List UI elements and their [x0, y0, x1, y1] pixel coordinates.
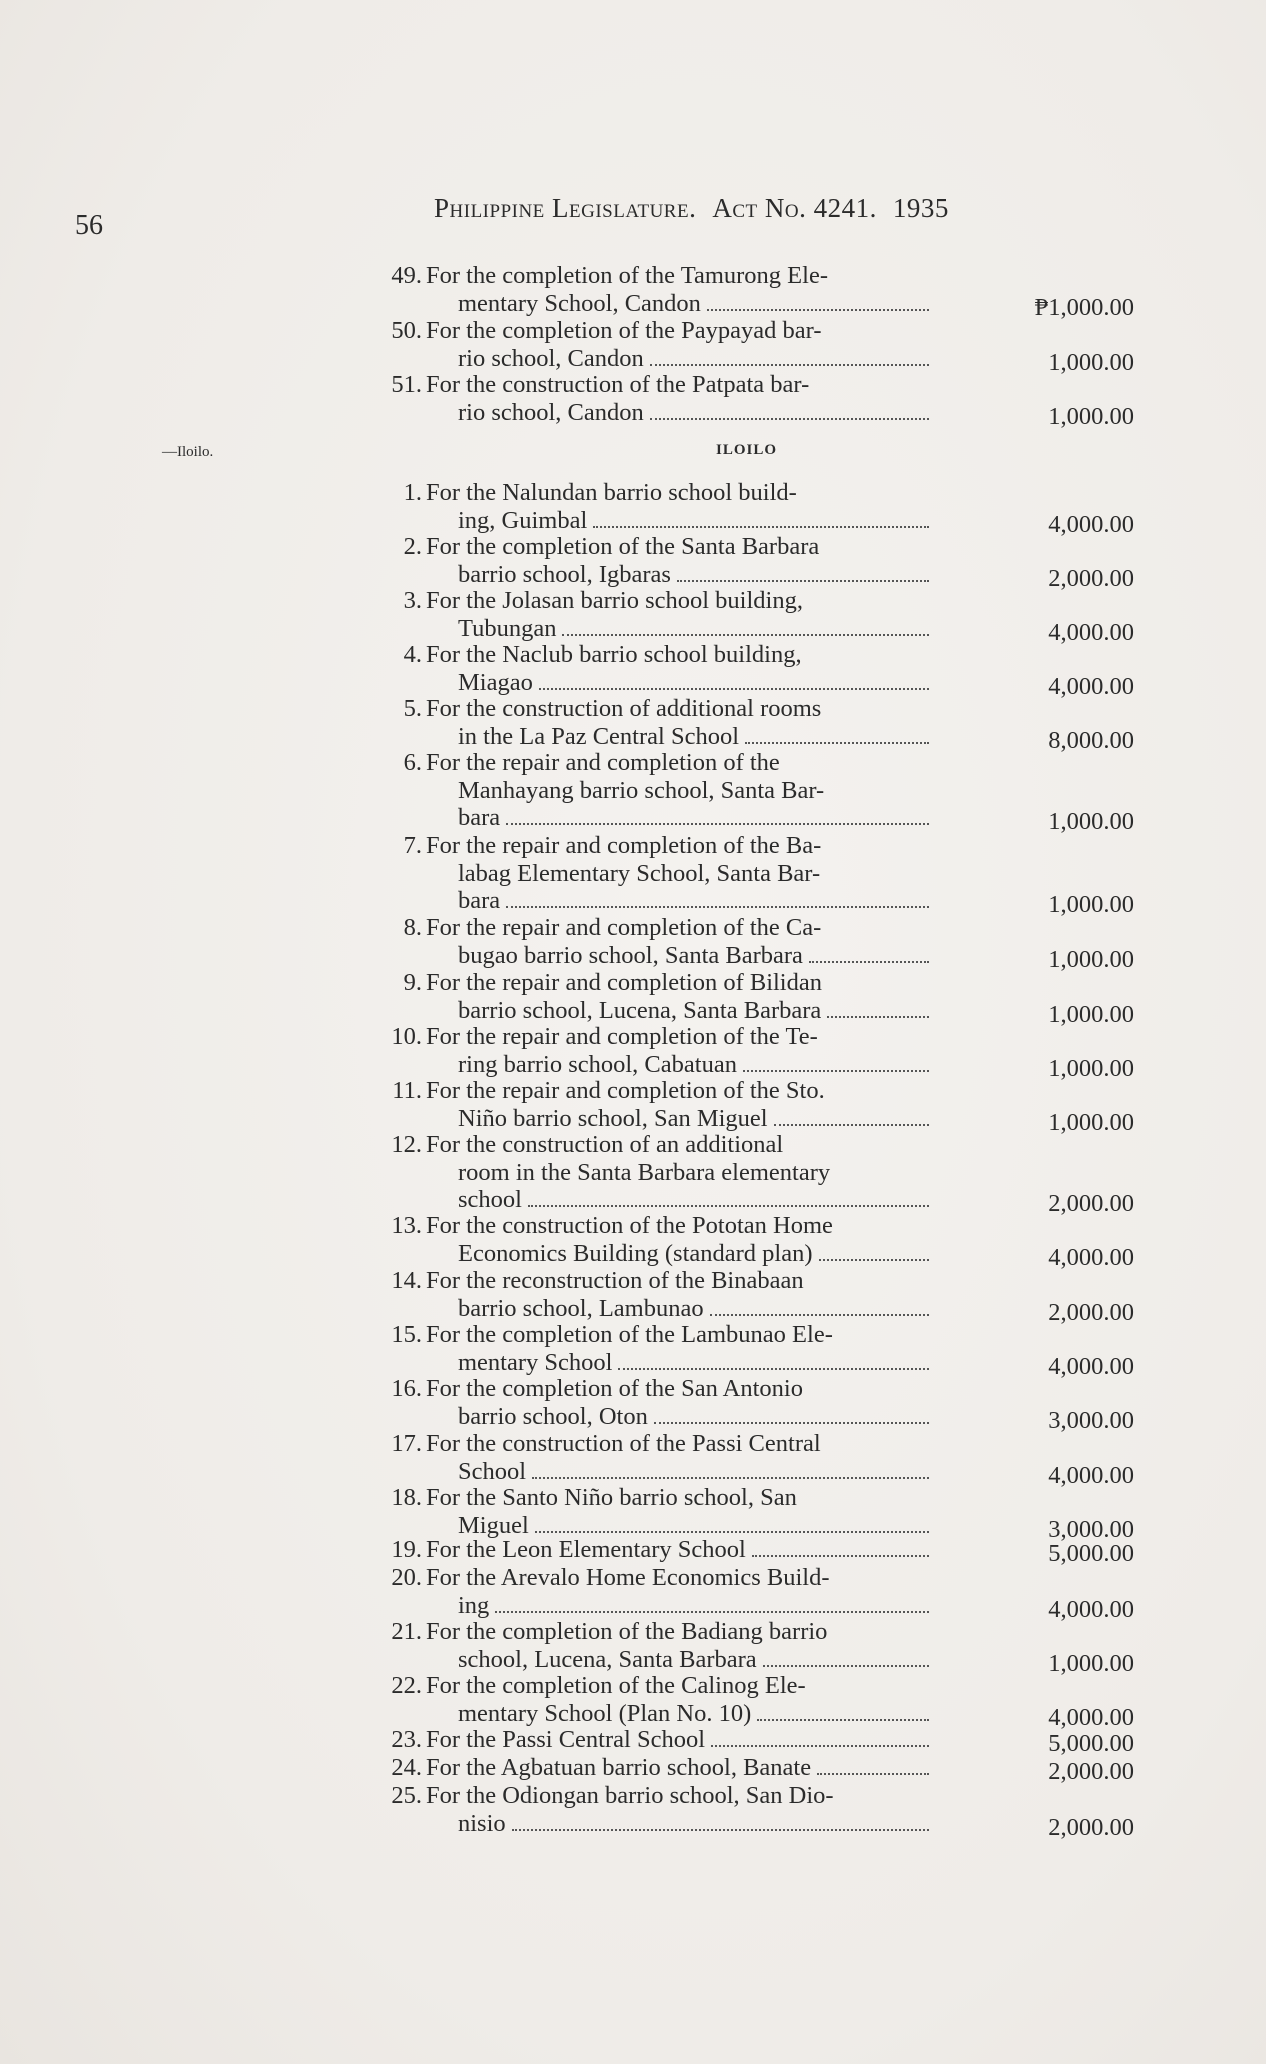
item-amount: 4,000.00 [1048, 672, 1134, 700]
description-line [426, 969, 931, 997]
description-text: For the Santo Niño barrio school, San [426, 1484, 797, 1511]
list-item [370, 587, 1140, 646]
item-amount: 1,000.00 [1048, 891, 1134, 918]
description-line [426, 1321, 931, 1349]
description-line [426, 641, 931, 669]
item-amount: 3,000.00 [1048, 1515, 1134, 1543]
description-text: School [458, 1457, 527, 1485]
description-text: For the Odiongan barrio school, San Dio- [426, 1782, 834, 1809]
item-description [426, 1131, 931, 1214]
description-text: For the repair and completion of the [426, 749, 780, 776]
description-text: For the completion of the Calinog Ele- [426, 1672, 806, 1699]
list-item [370, 1484, 1140, 1543]
description-line [426, 1782, 931, 1810]
description-text: For the Arevalo Home Economics Build- [426, 1564, 830, 1591]
dot-leader [711, 1745, 929, 1747]
item-number: 12. [391, 1131, 422, 1158]
description-line [426, 723, 931, 751]
list-item [370, 1212, 1140, 1271]
description-text: For the repair and completion of the Ba- [426, 832, 822, 859]
item-number: 23. [391, 1726, 422, 1753]
description-text: For the repair and completion of Bilidan [426, 969, 822, 996]
item-number: 25. [391, 1782, 422, 1809]
description-line [426, 1458, 931, 1486]
item-amount: 1,000.00 [1048, 1000, 1134, 1028]
dot-leader [593, 526, 929, 528]
item-description [426, 1430, 931, 1485]
description-line [426, 1023, 931, 1051]
item-number: 49. [391, 262, 422, 289]
item-amount: 2,000.00 [1048, 564, 1134, 592]
description-line [426, 561, 931, 589]
description-line [426, 695, 931, 723]
description-text: mentary School, Candon [458, 289, 701, 317]
dot-leader [654, 1422, 929, 1424]
item-number: 16. [391, 1375, 422, 1402]
section-heading: ILOILO [716, 442, 778, 458]
list-item [370, 1536, 1140, 1567]
item-description [426, 1023, 931, 1078]
item-amount: 8,000.00 [1048, 726, 1134, 754]
item-amount: 2,000.00 [1048, 1190, 1134, 1217]
description-line [426, 1131, 931, 1159]
item-description [426, 832, 931, 915]
description-text: For the Leon Elementary School [426, 1536, 746, 1563]
description-text: ing, Guimbal [458, 506, 588, 534]
dot-leader [763, 1665, 929, 1667]
description-text: For the construction of additional rooms [426, 695, 822, 722]
dot-leader [752, 1555, 929, 1557]
item-amount: 2,000.00 [1048, 1298, 1134, 1326]
item-amount: 2,000.00 [1048, 1813, 1134, 1841]
dot-leader [528, 1205, 929, 1207]
running-head [434, 193, 965, 224]
description-line [426, 1349, 931, 1377]
description-line [426, 942, 931, 970]
description-line [426, 749, 931, 777]
list-item [370, 262, 1140, 321]
item-description [426, 1321, 931, 1376]
description-text: bara [458, 804, 501, 831]
description-line [426, 1564, 931, 1592]
list-item [370, 1754, 1140, 1785]
item-number: 2. [403, 533, 422, 560]
description-line [426, 615, 931, 643]
description-text: Economics Building (standard plan) [458, 1239, 813, 1267]
list-item [370, 1564, 1140, 1623]
item-number: 17. [391, 1430, 422, 1457]
description-line [426, 1077, 931, 1105]
description-line [426, 345, 931, 373]
list-item [370, 1131, 1140, 1217]
dot-leader [512, 1829, 929, 1831]
description-text: For the construction of the Pototan Home [426, 1212, 833, 1239]
item-number: 6. [403, 749, 422, 776]
description-text: For the completion of the San Antonio [426, 1375, 803, 1402]
dot-leader [817, 1773, 929, 1775]
list-item [370, 1782, 1140, 1841]
description-text: For the Agbatuan barrio school, Banate [426, 1754, 812, 1781]
list-item [370, 1726, 1140, 1757]
item-number: 13. [391, 1212, 422, 1239]
item-number: 15. [391, 1321, 422, 1348]
description-line [426, 832, 931, 860]
item-number: 50. [391, 317, 422, 344]
item-number: 11. [392, 1077, 422, 1104]
running-head-year: 1935 [892, 193, 949, 223]
description-text: For the completion of the Paypayad bar- [426, 317, 822, 344]
item-description [426, 749, 931, 832]
description-line [426, 1430, 931, 1458]
description-text: Manhayang barrio school, Santa Bar- [458, 776, 825, 804]
item-amount: 4,000.00 [1048, 618, 1134, 646]
description-text: school [458, 1186, 522, 1213]
running-head-act: Act No. 4241. [712, 193, 877, 223]
item-amount: 4,000.00 [1048, 1352, 1134, 1380]
dot-leader [650, 364, 929, 366]
item-number: 22. [391, 1672, 422, 1699]
item-number: 18. [391, 1484, 422, 1511]
description-text: rio school, Candon [458, 344, 644, 372]
list-item [370, 1430, 1140, 1489]
item-number: 20. [391, 1564, 422, 1591]
dot-leader [535, 1531, 929, 1533]
list-item [370, 1267, 1140, 1326]
list-item [370, 1618, 1140, 1677]
item-description [426, 262, 931, 317]
description-line [426, 1051, 931, 1079]
description-line [426, 1754, 931, 1782]
dot-leader [495, 1611, 929, 1613]
list-item [370, 1321, 1140, 1380]
dot-leader [757, 1719, 929, 1721]
description-text: For the completion of the Badiang barrio [426, 1618, 828, 1645]
description-line [426, 1592, 931, 1620]
description-text: For the completion of the Lambunao Ele- [426, 1321, 833, 1348]
dot-leader [562, 634, 929, 636]
description-text: school, Lucena, Santa Barbara [458, 1645, 757, 1673]
item-description [426, 587, 931, 642]
description-line [426, 371, 931, 399]
item-description [426, 1782, 931, 1837]
item-amount: 1,000.00 [1048, 402, 1134, 430]
item-amount: 1,000.00 [1048, 1108, 1134, 1136]
item-description [426, 1077, 931, 1132]
description-line [426, 1240, 931, 1268]
description-text: For the completion of the Tamurong Ele- [426, 262, 828, 289]
item-description [426, 1618, 931, 1673]
dot-leader [710, 1314, 929, 1316]
description-line [426, 587, 931, 615]
item-number: 24. [391, 1754, 422, 1781]
description-line [426, 1700, 931, 1728]
list-item [370, 1077, 1140, 1136]
description-line [426, 1267, 931, 1295]
description-text: nisio [458, 1809, 506, 1837]
description-line [426, 399, 931, 427]
description-line [426, 1159, 931, 1187]
item-number: 21. [391, 1618, 422, 1645]
dot-leader [506, 823, 929, 825]
page-number: 56 [75, 210, 103, 241]
description-text: For the Passi Central School [426, 1726, 706, 1753]
dot-leader [827, 1016, 929, 1018]
list-item [370, 1023, 1140, 1082]
description-line [426, 1726, 931, 1754]
description-text: mentary School [458, 1348, 613, 1376]
list-item [370, 1375, 1140, 1434]
description-text: in the La Paz Central School [458, 722, 739, 750]
item-amount: 2,000.00 [1048, 1758, 1134, 1785]
description-text: For the construction of the Passi Central [426, 1430, 821, 1457]
item-number: 51. [391, 371, 422, 398]
description-line [426, 1618, 931, 1646]
description-line [426, 1403, 931, 1431]
description-text: For the Jolasan barrio school building, [426, 587, 803, 614]
item-description [426, 641, 931, 696]
item-amount: 1,000.00 [1048, 808, 1134, 835]
description-text: ring barrio school, Cabatuan [458, 1050, 737, 1078]
description-text: For the Nalundan barrio school build- [426, 479, 797, 506]
item-number: 4. [403, 641, 422, 668]
list-item [370, 317, 1140, 376]
description-line [426, 1105, 931, 1133]
list-item [370, 371, 1140, 430]
item-description [426, 1375, 931, 1430]
description-line [426, 1375, 931, 1403]
item-number: 14. [391, 1267, 422, 1294]
dot-leader [650, 418, 929, 420]
description-text: barrio school, Lucena, Santa Barbara [458, 996, 822, 1024]
description-text: labag Elementary School, Santa Bar- [458, 859, 821, 887]
description-text: barrio school, Igbaras [458, 560, 671, 588]
item-amount: 5,000.00 [1048, 1540, 1134, 1567]
item-description [426, 969, 931, 1024]
item-description [426, 479, 931, 534]
dot-leader [809, 961, 929, 963]
dot-leader [707, 309, 929, 311]
item-number: 8. [403, 914, 422, 941]
item-description [426, 371, 931, 426]
description-text: Niño barrio school, San Miguel [458, 1104, 768, 1132]
description-line [426, 860, 931, 888]
description-text: bara [458, 887, 501, 914]
description-text: barrio school, Oton [458, 1402, 648, 1430]
description-text: For the repair and completion of the Sto. [426, 1077, 825, 1104]
description-line [426, 1646, 931, 1674]
item-description [426, 1484, 931, 1539]
item-number: 1. [403, 479, 422, 506]
description-line [426, 533, 931, 561]
description-line [426, 507, 931, 535]
dot-leader [506, 906, 929, 908]
item-description [426, 1212, 931, 1267]
item-amount: ₱1,000.00 [1034, 293, 1134, 321]
item-description [426, 1754, 931, 1782]
description-line [426, 1536, 931, 1564]
description-line [426, 804, 931, 832]
list-item [370, 641, 1140, 700]
item-description [426, 914, 931, 969]
item-amount: 1,000.00 [1048, 1649, 1134, 1677]
description-line [426, 290, 931, 318]
item-description [426, 1536, 931, 1564]
item-number: 5. [403, 695, 422, 722]
item-amount: 4,000.00 [1048, 1461, 1134, 1489]
item-description [426, 1726, 931, 1754]
item-number: 19. [391, 1536, 422, 1563]
description-line [426, 317, 931, 345]
description-text: For the completion of the Santa Barbara [426, 533, 820, 560]
item-amount: 4,000.00 [1048, 1703, 1134, 1731]
description-line [426, 479, 931, 507]
description-line [426, 777, 931, 805]
description-text: For the Naclub barrio school building, [426, 641, 802, 668]
side-note: —Iloilo. [162, 444, 214, 460]
item-description [426, 695, 931, 750]
item-description [426, 317, 931, 372]
dot-leader [539, 688, 929, 690]
running-head-title: Philippine Legislature. [434, 193, 697, 223]
description-text: For the repair and completion of the Te- [426, 1023, 818, 1050]
item-number: 10. [391, 1023, 422, 1050]
item-amount: 3,000.00 [1048, 1406, 1134, 1434]
dot-leader [774, 1124, 929, 1126]
list-item [370, 695, 1140, 754]
description-line [426, 669, 931, 697]
description-line [426, 914, 931, 942]
description-text: ing [458, 1591, 490, 1619]
dot-leader [532, 1477, 929, 1479]
item-number: 9. [403, 969, 422, 996]
description-text: For the reconstruction of the Binabaan [426, 1267, 804, 1294]
item-amount: 4,000.00 [1048, 1243, 1134, 1271]
description-line [426, 1672, 931, 1700]
description-text: barrio school, Lambunao [458, 1294, 704, 1322]
description-line [426, 1484, 931, 1512]
description-line [426, 997, 931, 1025]
item-amount: 1,000.00 [1048, 348, 1134, 376]
list-item [370, 914, 1140, 973]
item-amount: 1,000.00 [1048, 945, 1134, 973]
description-line [426, 887, 931, 915]
dot-leader [745, 742, 929, 744]
item-amount: 5,000.00 [1048, 1730, 1134, 1757]
description-text: mentary School (Plan No. 10) [458, 1699, 752, 1727]
list-item [370, 969, 1140, 1028]
item-amount: 4,000.00 [1048, 510, 1134, 538]
list-item [370, 749, 1140, 835]
description-line [426, 1186, 931, 1214]
description-line [426, 1295, 931, 1323]
description-line [426, 1512, 931, 1540]
description-text: room in the Santa Barbara elementary [458, 1158, 831, 1186]
list-item [370, 1672, 1140, 1731]
item-amount: 1,000.00 [1048, 1054, 1134, 1082]
item-number: 3. [403, 587, 422, 614]
description-text: Tubungan [458, 614, 557, 642]
description-text: For the construction of an additional [426, 1131, 784, 1158]
description-line [426, 1212, 931, 1240]
dot-leader [618, 1368, 929, 1370]
description-text: Miagao [458, 668, 533, 696]
dot-leader [677, 580, 929, 582]
description-text: bugao barrio school, Santa Barbara [458, 941, 803, 969]
description-line [426, 1810, 931, 1838]
description-text: rio school, Candon [458, 398, 644, 426]
description-text: For the construction of the Patpata bar- [426, 371, 810, 398]
description-text: Miguel [458, 1511, 529, 1539]
item-description [426, 1564, 931, 1619]
list-item [370, 533, 1140, 592]
dot-leader [819, 1259, 930, 1261]
list-item [370, 832, 1140, 918]
list-item [370, 479, 1140, 538]
item-description [426, 1267, 931, 1322]
item-number: 7. [403, 832, 422, 859]
item-description [426, 1672, 931, 1727]
item-amount: 4,000.00 [1048, 1595, 1134, 1623]
dot-leader [743, 1070, 929, 1072]
description-text: For the repair and completion of the Ca- [426, 914, 822, 941]
description-line [426, 262, 931, 290]
item-description [426, 533, 931, 588]
